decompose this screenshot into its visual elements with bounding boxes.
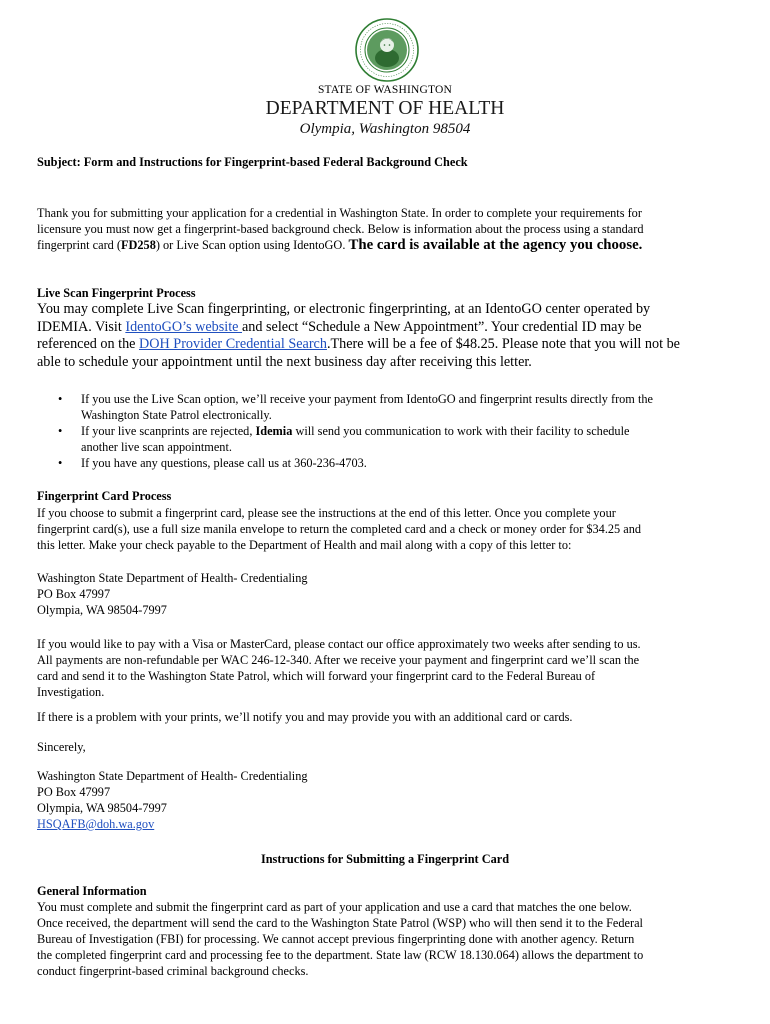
- closing: Sincerely,: [37, 740, 86, 754]
- paragraph-line: Bureau of Investigation (FBI) for processing. We cannot accept previous fingerprinting done with another agency. Return: [37, 932, 635, 946]
- address-line: Olympia, WA 98504-7997: [37, 603, 167, 617]
- address-line: Olympia, WA 98504-7997: [37, 801, 167, 815]
- paragraph-line: If you choose to submit a fingerprint card, please see the instructions at the end of this letter. Once you complete your: [37, 506, 616, 520]
- list-item: [37, 391, 737, 423]
- fingerprint-card-heading: Fingerprint Card Process: [37, 489, 172, 503]
- live-scan-line-4: able to schedule your appointment until the next business day after receiving this letter.: [37, 353, 532, 370]
- live-scan-text: referenced on the: [37, 336, 140, 353]
- live-scan-heading: Live Scan Fingerprint Process: [37, 286, 196, 300]
- live-scan-text: .There will be a fee of $48.25. Please note that you will not be: [326, 336, 680, 353]
- bullet-text: [81, 423, 737, 439]
- paragraph-line: card and send it to the Washington State Patrol, which will forward your fingerprint card to the Federal Bureau of: [37, 669, 596, 683]
- bullet-text: another live scan appointment.: [81, 440, 232, 454]
- problem-paragraph: If there is a problem with your prints, we’ll notify you and may provide you with an additional card or cards.: [37, 710, 573, 724]
- identogo-website-link[interactable]: IdentoGO’s website: [125, 318, 242, 335]
- live-scan-text: IDEMIA. Visit: [37, 318, 126, 335]
- subject-line: Subject: Form and Instructions for Fingerprint-based Federal Background Check: [37, 155, 468, 169]
- bullet-icon: •: [58, 424, 63, 438]
- bullet-text: If you use the Live Scan option, we’ll receive your payment from IdentoGO and fingerprint results directly from the: [81, 392, 653, 406]
- paragraph-line: All payments are non-refundable per WAC 246-12-340. After we receive your payment and fingerprint card we’ll scan the: [37, 653, 640, 667]
- list-item: [37, 423, 737, 455]
- bullet-icon: •: [58, 456, 63, 470]
- live-scan-line-2: [37, 319, 737, 337]
- department-city: Olympia, Washington 98504: [299, 121, 471, 137]
- address-line: Washington State Department of Health- Credentialing: [37, 769, 308, 783]
- paragraph-line: this letter. Make your check payable to the Department of Health and mail along with a copy of this letter to:: [37, 538, 572, 552]
- address-line: PO Box 47997: [37, 785, 111, 799]
- idemia-label: Idemia: [255, 424, 293, 438]
- live-scan-line-1: You may complete Live Scan fingerprinting, or electronic fingerprinting, at an IdentoGO center operated by: [37, 301, 651, 317]
- intro-line-3: [37, 237, 737, 253]
- mailing-address: [37, 570, 737, 618]
- fingerprint-card-paragraph: [37, 505, 737, 553]
- contact-email-link[interactable]: HSQAFB@doh.wa.gov: [37, 817, 155, 831]
- address-line: PO Box 47997: [37, 587, 111, 601]
- live-scan-paragraph: [37, 301, 737, 371]
- payment-paragraph: [37, 636, 737, 700]
- address-line: Washington State Department of Health- Credentialing: [37, 571, 308, 585]
- paragraph-line: Once received, the department will send the card to the Washington State Patrol (WSP) who will then send it to the Federal: [37, 916, 643, 930]
- intro-text: ) or Live Scan option using IdentoGO.: [155, 238, 349, 252]
- card-availability-note: The card is available at the agency you choose.: [348, 237, 643, 253]
- bullet-icon: •: [58, 392, 63, 406]
- intro-line-1: Thank you for submitting your application for a credential in Washington State. In order to complete your requirements for: [37, 206, 642, 220]
- paragraph-line: You must complete and submit the fingerprint card as part of your application and use a card that matches the one below.: [37, 900, 632, 914]
- general-information-heading: General Information: [37, 884, 147, 898]
- doh-provider-credential-search-link[interactable]: DOH Provider Credential Search: [139, 336, 327, 353]
- state-name: STATE OF WASHINGTON: [317, 84, 453, 96]
- bullet-text: Washington State Patrol electronically.: [81, 408, 272, 422]
- bullet-text: will send you communication to work with their facility to schedule: [292, 424, 630, 438]
- bullet-text: If you have any questions, please call us at 360-236-4703.: [81, 456, 367, 470]
- paragraph-line: If you would like to pay with a Visa or MasterCard, please contact our office approximately two weeks after sending to us.: [37, 637, 641, 651]
- live-scan-line-3: [37, 336, 737, 354]
- instructions-title: Instructions for Submitting a Fingerprint Card: [260, 852, 510, 866]
- washington-state-seal-icon: [355, 18, 419, 82]
- signature-block: [37, 768, 737, 832]
- paragraph-line: Investigation.: [37, 685, 105, 699]
- intro-paragraph: [37, 205, 737, 253]
- general-information-paragraph: [37, 899, 737, 979]
- paragraph-line: fingerprint card(s), use a full size manila envelope to return the completed card and a check or money order for $34.25 and: [37, 522, 642, 536]
- paragraph-line: conduct fingerprint-based criminal background checks.: [37, 964, 309, 978]
- intro-text: fingerprint card (: [37, 238, 121, 252]
- fd258-label: FD258: [121, 238, 156, 252]
- intro-line-2: licensure you must now get a fingerprint-based background check. Below is information about the process using a standard: [37, 222, 644, 236]
- paragraph-line: the completed fingerprint card and processing fee to the department. State law (RCW 18.130.064) allows the department to: [37, 948, 644, 962]
- live-scan-bullet-list: [37, 391, 737, 471]
- list-item: [37, 455, 737, 471]
- department-name: DEPARTMENT OF HEALTH: [265, 98, 505, 119]
- live-scan-text: and select “Schedule a New Appointment”. Your credential ID may be: [242, 318, 642, 335]
- bullet-text: If your live scanprints are rejected,: [81, 424, 256, 438]
